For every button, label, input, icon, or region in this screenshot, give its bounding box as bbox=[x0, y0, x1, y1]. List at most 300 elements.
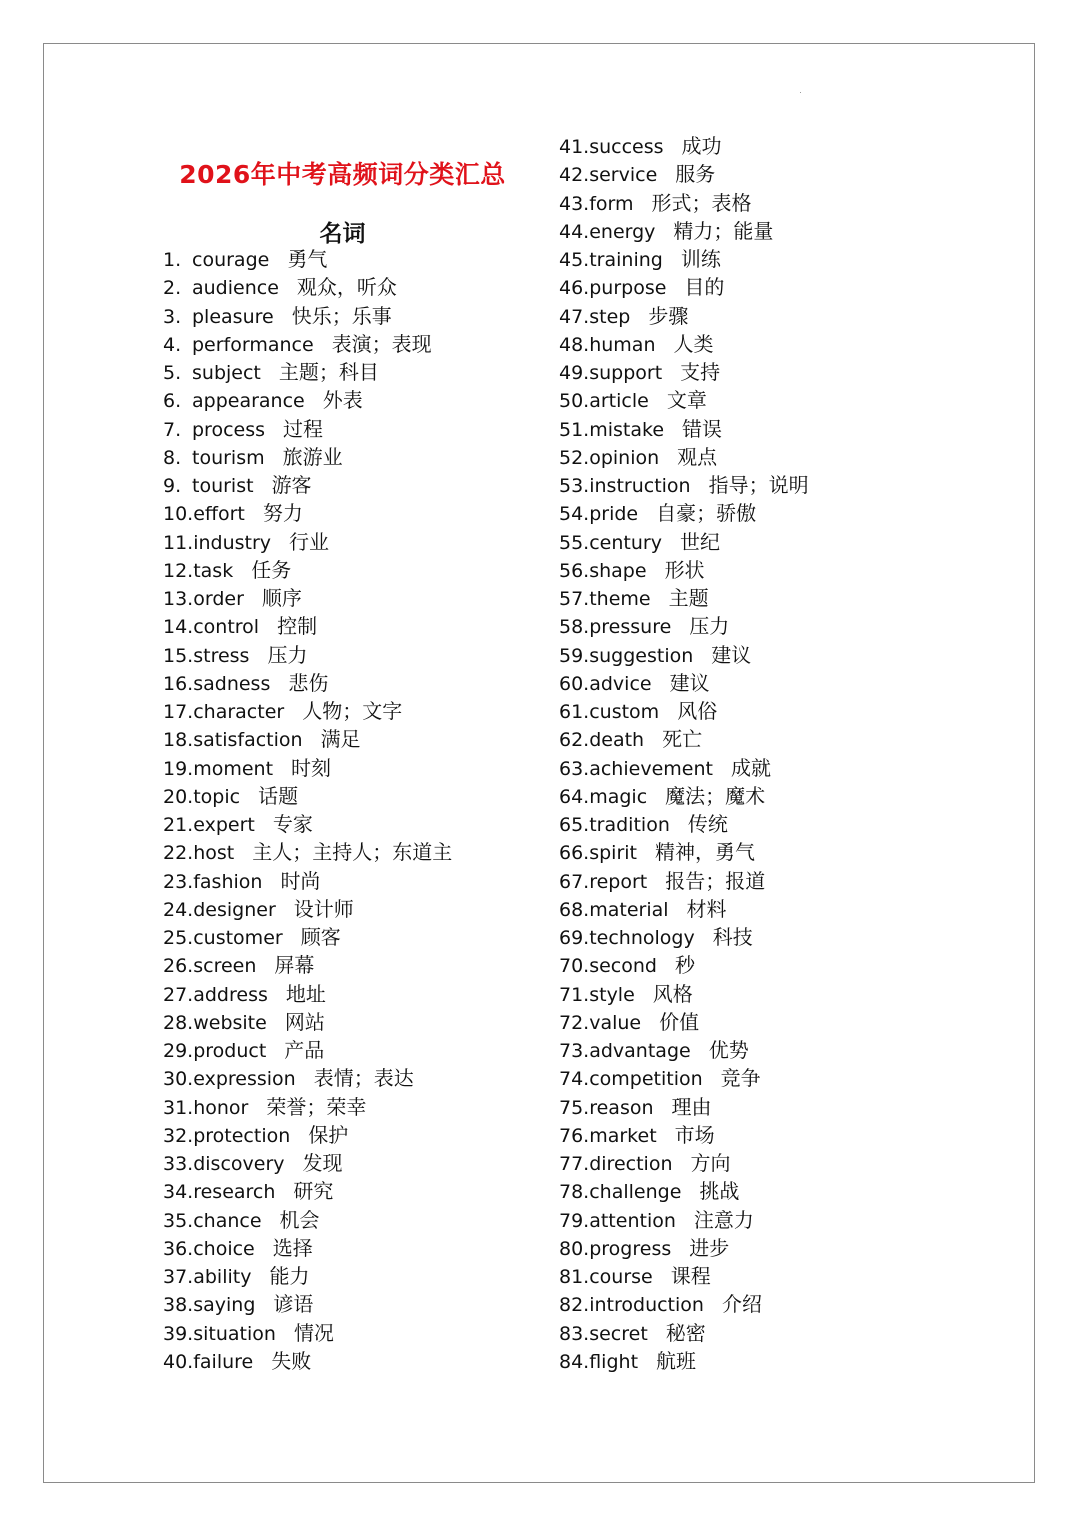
english-word: saying bbox=[193, 1294, 256, 1317]
english-word: secret bbox=[589, 1322, 648, 1345]
item-number: 25. bbox=[163, 927, 194, 949]
vocab-item bbox=[559, 330, 809, 358]
item-number: 17. bbox=[163, 701, 194, 723]
english-word: flight bbox=[589, 1350, 639, 1373]
chinese-meaning: 主题 bbox=[668, 586, 709, 610]
chinese-meaning: 研究 bbox=[293, 1179, 334, 1204]
item-number: 52. bbox=[559, 446, 590, 469]
english-word: satisfaction bbox=[193, 729, 303, 752]
english-word: character bbox=[193, 701, 285, 723]
item-number: 65. bbox=[559, 814, 590, 836]
item-number: 55. bbox=[559, 531, 590, 554]
vocab-item bbox=[559, 1149, 809, 1177]
vocab-item bbox=[559, 471, 809, 499]
item-number: 80. bbox=[559, 1237, 590, 1260]
chinese-meaning: 文章 bbox=[666, 388, 707, 413]
item-number: 43. bbox=[559, 192, 590, 215]
vocab-item bbox=[559, 754, 809, 782]
chinese-meaning: 秘密 bbox=[665, 1320, 706, 1345]
chinese-meaning: 死亡 bbox=[662, 727, 703, 752]
chinese-meaning: 观点 bbox=[677, 444, 718, 469]
vocab-item bbox=[559, 245, 809, 273]
item-number: 67. bbox=[559, 870, 590, 893]
english-word: mistake bbox=[589, 418, 665, 441]
vocab-item bbox=[559, 1008, 809, 1036]
chinese-meaning: 屏幕 bbox=[274, 953, 315, 978]
item-number: 39. bbox=[163, 1322, 194, 1345]
chinese-meaning: 挑战 bbox=[699, 1179, 740, 1204]
item-number: 11. bbox=[163, 531, 194, 554]
chinese-meaning: 时尚 bbox=[280, 868, 321, 893]
chinese-meaning: 介绍 bbox=[721, 1292, 762, 1317]
chinese-meaning: 主人；主持人；东道主 bbox=[252, 840, 453, 865]
chinese-meaning: 机会 bbox=[279, 1207, 320, 1232]
item-number: 40. bbox=[163, 1350, 194, 1373]
english-word: success bbox=[589, 136, 664, 158]
chinese-meaning: 错误 bbox=[682, 416, 723, 441]
chinese-meaning: 选择 bbox=[272, 1235, 313, 1260]
item-number: 28. bbox=[163, 1011, 194, 1034]
english-word: performance bbox=[192, 333, 314, 356]
item-number: 37. bbox=[163, 1266, 194, 1288]
vocab-item bbox=[163, 1149, 452, 1177]
item-number: 78. bbox=[559, 1181, 590, 1204]
vocab-item bbox=[163, 1121, 452, 1149]
english-word: instruction bbox=[589, 475, 691, 497]
item-number: 1. bbox=[163, 249, 182, 271]
vocab-item bbox=[163, 754, 452, 782]
english-word: advantage bbox=[589, 1040, 691, 1062]
item-number: 58. bbox=[559, 616, 590, 639]
vocab-item bbox=[559, 810, 809, 838]
vocab-item bbox=[559, 951, 809, 979]
vocab-item bbox=[559, 1177, 809, 1205]
chinese-meaning: 表情；表达 bbox=[313, 1066, 414, 1091]
item-number: 74. bbox=[559, 1068, 590, 1091]
item-number: 38. bbox=[163, 1294, 194, 1317]
item-number: 16. bbox=[163, 672, 194, 695]
chinese-meaning: 进步 bbox=[689, 1235, 730, 1260]
vocab-item bbox=[559, 923, 809, 951]
english-word: value bbox=[589, 1011, 642, 1034]
english-word: material bbox=[589, 898, 669, 921]
item-number: 41. bbox=[559, 136, 590, 158]
english-word: reason bbox=[589, 1096, 654, 1119]
item-number: 15. bbox=[163, 644, 194, 667]
english-word: moment bbox=[193, 757, 274, 780]
vocab-item bbox=[559, 838, 809, 866]
english-word: century bbox=[589, 531, 662, 554]
chinese-meaning: 优势 bbox=[708, 1038, 749, 1062]
english-word: designer bbox=[193, 898, 276, 921]
english-word: death bbox=[589, 729, 645, 752]
english-word: task bbox=[193, 559, 234, 582]
item-number: 77. bbox=[559, 1153, 590, 1175]
chinese-meaning: 秒 bbox=[674, 953, 695, 978]
chinese-meaning: 报告；报道 bbox=[665, 868, 766, 893]
english-word: report bbox=[589, 870, 648, 893]
english-word: service bbox=[589, 164, 658, 187]
item-number: 49. bbox=[559, 362, 590, 384]
vocab-item bbox=[559, 1064, 809, 1092]
english-word: introduction bbox=[589, 1294, 704, 1317]
chinese-meaning: 保护 bbox=[308, 1122, 349, 1147]
item-number: 57. bbox=[559, 588, 590, 610]
vocab-item bbox=[163, 415, 452, 443]
item-number: 3. bbox=[163, 305, 182, 328]
vocab-item bbox=[559, 189, 809, 217]
item-number: 51. bbox=[559, 418, 590, 441]
chinese-meaning: 观众，听众 bbox=[296, 275, 397, 300]
english-word: step bbox=[589, 305, 631, 328]
english-word: custom bbox=[589, 701, 660, 723]
vocab-item bbox=[559, 1319, 809, 1347]
item-number: 7. bbox=[163, 418, 182, 441]
english-word: purpose bbox=[589, 277, 667, 300]
chinese-meaning: 风俗 bbox=[677, 699, 718, 723]
vocab-item bbox=[559, 160, 809, 188]
vocab-item bbox=[163, 330, 452, 358]
vocab-item bbox=[163, 725, 452, 753]
english-word: stress bbox=[193, 644, 250, 667]
english-word: style bbox=[589, 983, 635, 1006]
section-heading: 名词 bbox=[319, 220, 366, 248]
english-word: second bbox=[589, 955, 657, 978]
english-word: challenge bbox=[589, 1181, 682, 1204]
vocab-item bbox=[163, 980, 452, 1008]
chinese-meaning: 形状 bbox=[664, 557, 705, 582]
item-number: 46. bbox=[559, 277, 590, 300]
english-word: protection bbox=[193, 1124, 291, 1147]
vocab-item bbox=[559, 980, 809, 1008]
chinese-meaning: 控制 bbox=[277, 614, 318, 639]
english-word: process bbox=[192, 418, 266, 441]
chinese-meaning: 支持 bbox=[680, 360, 721, 384]
chinese-meaning: 材料 bbox=[686, 896, 727, 921]
item-number: 71. bbox=[559, 983, 590, 1006]
chinese-meaning: 顺序 bbox=[261, 586, 302, 610]
english-word: technology bbox=[589, 927, 695, 949]
vocab-item bbox=[163, 1262, 452, 1290]
chinese-meaning: 游客 bbox=[271, 473, 312, 497]
english-word: progress bbox=[589, 1237, 672, 1260]
item-number: 29. bbox=[163, 1040, 194, 1062]
chinese-meaning: 失败 bbox=[271, 1348, 312, 1373]
vocab-item bbox=[559, 556, 809, 584]
item-number: 56. bbox=[559, 559, 590, 582]
vocab-item bbox=[559, 273, 809, 301]
english-word: address bbox=[193, 983, 268, 1006]
english-word: control bbox=[193, 616, 260, 639]
item-number: 76. bbox=[559, 1124, 590, 1147]
item-number: 42. bbox=[559, 164, 590, 187]
item-number: 84. bbox=[559, 1350, 590, 1373]
item-number: 73. bbox=[559, 1040, 590, 1062]
vocab-item bbox=[559, 386, 809, 414]
item-number: 48. bbox=[559, 333, 590, 356]
item-number: 10. bbox=[163, 503, 194, 526]
vocab-list-left bbox=[163, 245, 452, 1375]
item-number: 5. bbox=[163, 362, 182, 384]
item-number: 19. bbox=[163, 757, 194, 780]
vocab-item bbox=[559, 584, 809, 612]
english-word: magic bbox=[589, 785, 648, 808]
english-word: tourist bbox=[192, 475, 254, 497]
english-word: website bbox=[193, 1011, 267, 1034]
vocab-item bbox=[559, 499, 809, 527]
chinese-meaning: 行业 bbox=[289, 529, 330, 554]
vocab-item bbox=[163, 358, 452, 386]
chinese-meaning: 成功 bbox=[681, 134, 722, 158]
item-number: 8. bbox=[163, 446, 182, 469]
item-number: 6. bbox=[163, 390, 182, 413]
english-word: course bbox=[589, 1266, 653, 1288]
item-number: 18. bbox=[163, 729, 194, 752]
item-number: 64. bbox=[559, 785, 590, 808]
item-number: 59. bbox=[559, 644, 590, 667]
english-word: discovery bbox=[193, 1153, 285, 1175]
vocab-item bbox=[163, 1319, 452, 1347]
chinese-meaning: 表演；表现 bbox=[331, 331, 432, 356]
english-word: expert bbox=[193, 814, 255, 836]
english-word: attention bbox=[589, 1209, 676, 1232]
english-word: suggestion bbox=[589, 644, 694, 667]
chinese-meaning: 努力 bbox=[262, 501, 303, 526]
vocab-item bbox=[163, 838, 452, 866]
english-word: failure bbox=[193, 1350, 254, 1373]
english-word: honor bbox=[193, 1096, 249, 1119]
item-number: 34. bbox=[163, 1181, 194, 1204]
chinese-meaning: 设计师 bbox=[293, 896, 354, 921]
chinese-meaning: 压力 bbox=[689, 614, 730, 639]
chinese-meaning: 理由 bbox=[671, 1094, 712, 1119]
vocab-item bbox=[163, 669, 452, 697]
vocab-item bbox=[559, 697, 809, 725]
item-number: 44. bbox=[559, 220, 590, 243]
chinese-meaning: 世纪 bbox=[679, 529, 720, 554]
chinese-meaning: 谚语 bbox=[273, 1292, 314, 1317]
chinese-meaning: 顾客 bbox=[300, 925, 341, 949]
english-word: sadness bbox=[193, 672, 271, 695]
english-word: shape bbox=[589, 559, 647, 582]
english-word: tourism bbox=[192, 446, 265, 469]
english-word: market bbox=[589, 1124, 657, 1147]
vocab-item bbox=[559, 1206, 809, 1234]
vocab-item bbox=[163, 1290, 452, 1318]
english-word: advice bbox=[589, 672, 652, 695]
chinese-meaning: 任务 bbox=[251, 557, 292, 582]
english-word: ability bbox=[193, 1266, 252, 1288]
english-word: opinion bbox=[589, 446, 660, 469]
vocab-item bbox=[163, 641, 452, 669]
chinese-meaning: 压力 bbox=[267, 642, 308, 667]
english-word: human bbox=[589, 333, 656, 356]
chinese-meaning: 专家 bbox=[272, 812, 313, 836]
chinese-meaning: 方向 bbox=[690, 1151, 731, 1175]
vocab-item bbox=[163, 302, 452, 330]
item-number: 31. bbox=[163, 1096, 194, 1119]
vocab-item bbox=[559, 217, 809, 245]
vocab-item bbox=[163, 1206, 452, 1234]
vocab-item bbox=[559, 867, 809, 895]
english-word: courage bbox=[192, 249, 270, 271]
scan-dot bbox=[800, 92, 801, 93]
vocab-item bbox=[559, 641, 809, 669]
chinese-meaning: 服务 bbox=[675, 162, 716, 187]
english-word: spirit bbox=[589, 842, 637, 865]
english-word: order bbox=[193, 588, 244, 610]
vocab-item bbox=[163, 895, 452, 923]
vocab-item bbox=[163, 528, 452, 556]
vocab-item bbox=[559, 1093, 809, 1121]
chinese-meaning: 目的 bbox=[684, 275, 725, 300]
english-word: fashion bbox=[193, 870, 263, 893]
chinese-meaning: 人类 bbox=[673, 331, 714, 356]
chinese-meaning: 航班 bbox=[656, 1348, 697, 1373]
chinese-meaning: 指导；说明 bbox=[708, 473, 809, 497]
vocab-item bbox=[163, 697, 452, 725]
english-word: effort bbox=[193, 503, 245, 526]
english-word: pride bbox=[589, 503, 639, 526]
vocab-item bbox=[559, 1347, 809, 1375]
item-number: 69. bbox=[559, 927, 590, 949]
chinese-meaning: 步骤 bbox=[648, 303, 689, 328]
vocab-item bbox=[163, 1036, 452, 1064]
english-word: appearance bbox=[192, 390, 305, 413]
vocab-item bbox=[163, 951, 452, 979]
chinese-meaning: 勇气 bbox=[287, 247, 328, 271]
chinese-meaning: 情况 bbox=[293, 1320, 334, 1345]
english-word: tradition bbox=[589, 814, 670, 836]
vocab-item bbox=[163, 386, 452, 414]
chinese-meaning: 市场 bbox=[674, 1122, 715, 1147]
vocab-item bbox=[559, 415, 809, 443]
vocab-item bbox=[163, 867, 452, 895]
vocab-item bbox=[559, 302, 809, 330]
english-word: topic bbox=[193, 785, 241, 808]
item-number: 63. bbox=[559, 757, 590, 780]
item-number: 24. bbox=[163, 898, 194, 921]
vocab-item bbox=[163, 1064, 452, 1092]
english-word: pleasure bbox=[192, 305, 274, 328]
chinese-meaning: 成就 bbox=[730, 755, 771, 780]
chinese-meaning: 荣誉；荣幸 bbox=[266, 1094, 367, 1119]
chinese-meaning: 课程 bbox=[670, 1264, 711, 1288]
chinese-meaning: 地址 bbox=[285, 981, 326, 1006]
chinese-meaning: 风格 bbox=[652, 981, 693, 1006]
chinese-meaning: 竞争 bbox=[720, 1066, 761, 1091]
chinese-meaning: 时刻 bbox=[291, 755, 332, 780]
chinese-meaning: 形式；表格 bbox=[651, 190, 752, 215]
vocab-item bbox=[163, 245, 452, 273]
english-word: industry bbox=[193, 531, 272, 554]
vocab-item bbox=[163, 556, 452, 584]
vocab-item bbox=[559, 358, 809, 386]
item-number: 66. bbox=[559, 842, 590, 865]
chinese-meaning: 价值 bbox=[659, 1009, 700, 1034]
chinese-meaning: 注意力 bbox=[693, 1207, 754, 1232]
chinese-meaning: 旅游业 bbox=[282, 444, 343, 469]
chinese-meaning: 话题 bbox=[258, 783, 299, 808]
chinese-meaning: 科技 bbox=[712, 925, 753, 949]
chinese-meaning: 外表 bbox=[322, 388, 363, 413]
item-number: 75. bbox=[559, 1096, 590, 1119]
item-number: 20. bbox=[163, 785, 194, 808]
vocab-item bbox=[559, 1234, 809, 1262]
english-word: training bbox=[589, 249, 663, 271]
vocab-item bbox=[559, 132, 809, 160]
english-word: expression bbox=[193, 1068, 296, 1091]
vocab-item bbox=[163, 810, 452, 838]
english-word: host bbox=[193, 842, 235, 865]
vocab-item bbox=[163, 471, 452, 499]
vocab-item bbox=[559, 1290, 809, 1318]
chinese-meaning: 魔法；魔术 bbox=[665, 783, 766, 808]
item-number: 54. bbox=[559, 503, 590, 526]
item-number: 30. bbox=[163, 1068, 194, 1091]
chinese-meaning: 主题；科目 bbox=[278, 360, 379, 384]
vocab-item bbox=[559, 782, 809, 810]
vocab-item bbox=[559, 528, 809, 556]
item-number: 53. bbox=[559, 475, 590, 497]
chinese-meaning: 精神，勇气 bbox=[655, 840, 755, 865]
item-number: 47. bbox=[559, 305, 590, 328]
vocab-item bbox=[163, 923, 452, 951]
item-number: 61. bbox=[559, 701, 590, 723]
item-number: 70. bbox=[559, 955, 590, 978]
english-word: audience bbox=[192, 277, 279, 300]
vocab-item bbox=[163, 612, 452, 640]
english-word: choice bbox=[193, 1237, 255, 1260]
item-number: 9. bbox=[163, 475, 182, 497]
vocab-item bbox=[163, 782, 452, 810]
item-number: 72. bbox=[559, 1011, 590, 1034]
item-number: 81. bbox=[559, 1266, 590, 1288]
chinese-meaning: 人物；文字 bbox=[302, 699, 403, 723]
vocab-item bbox=[163, 443, 452, 471]
item-number: 12. bbox=[163, 559, 194, 582]
english-word: theme bbox=[589, 588, 651, 610]
chinese-meaning: 产品 bbox=[284, 1038, 325, 1062]
item-number: 82. bbox=[559, 1294, 590, 1317]
item-number: 2. bbox=[163, 277, 182, 300]
english-word: competition bbox=[589, 1068, 703, 1091]
vocab-item bbox=[163, 499, 452, 527]
item-number: 23. bbox=[163, 870, 194, 893]
item-number: 83. bbox=[559, 1322, 590, 1345]
chinese-meaning: 快乐；乐事 bbox=[291, 303, 392, 328]
item-number: 33. bbox=[163, 1153, 194, 1175]
vocab-item bbox=[559, 443, 809, 471]
vocab-item bbox=[163, 273, 452, 301]
item-number: 21. bbox=[163, 814, 194, 836]
chinese-meaning: 网站 bbox=[284, 1009, 325, 1034]
chinese-meaning: 精力；能量 bbox=[673, 218, 774, 243]
vocab-item bbox=[559, 725, 809, 753]
item-number: 32. bbox=[163, 1124, 194, 1147]
vocab-item bbox=[559, 1036, 809, 1064]
item-number: 45. bbox=[559, 249, 590, 271]
vocab-item bbox=[559, 669, 809, 697]
item-number: 79. bbox=[559, 1209, 590, 1232]
item-number: 4. bbox=[163, 333, 182, 356]
item-number: 14. bbox=[163, 616, 194, 639]
english-word: energy bbox=[589, 220, 656, 243]
chinese-meaning: 训练 bbox=[680, 247, 721, 271]
vocab-item bbox=[559, 1262, 809, 1290]
vocab-item bbox=[163, 1177, 452, 1205]
english-word: support bbox=[589, 362, 663, 384]
